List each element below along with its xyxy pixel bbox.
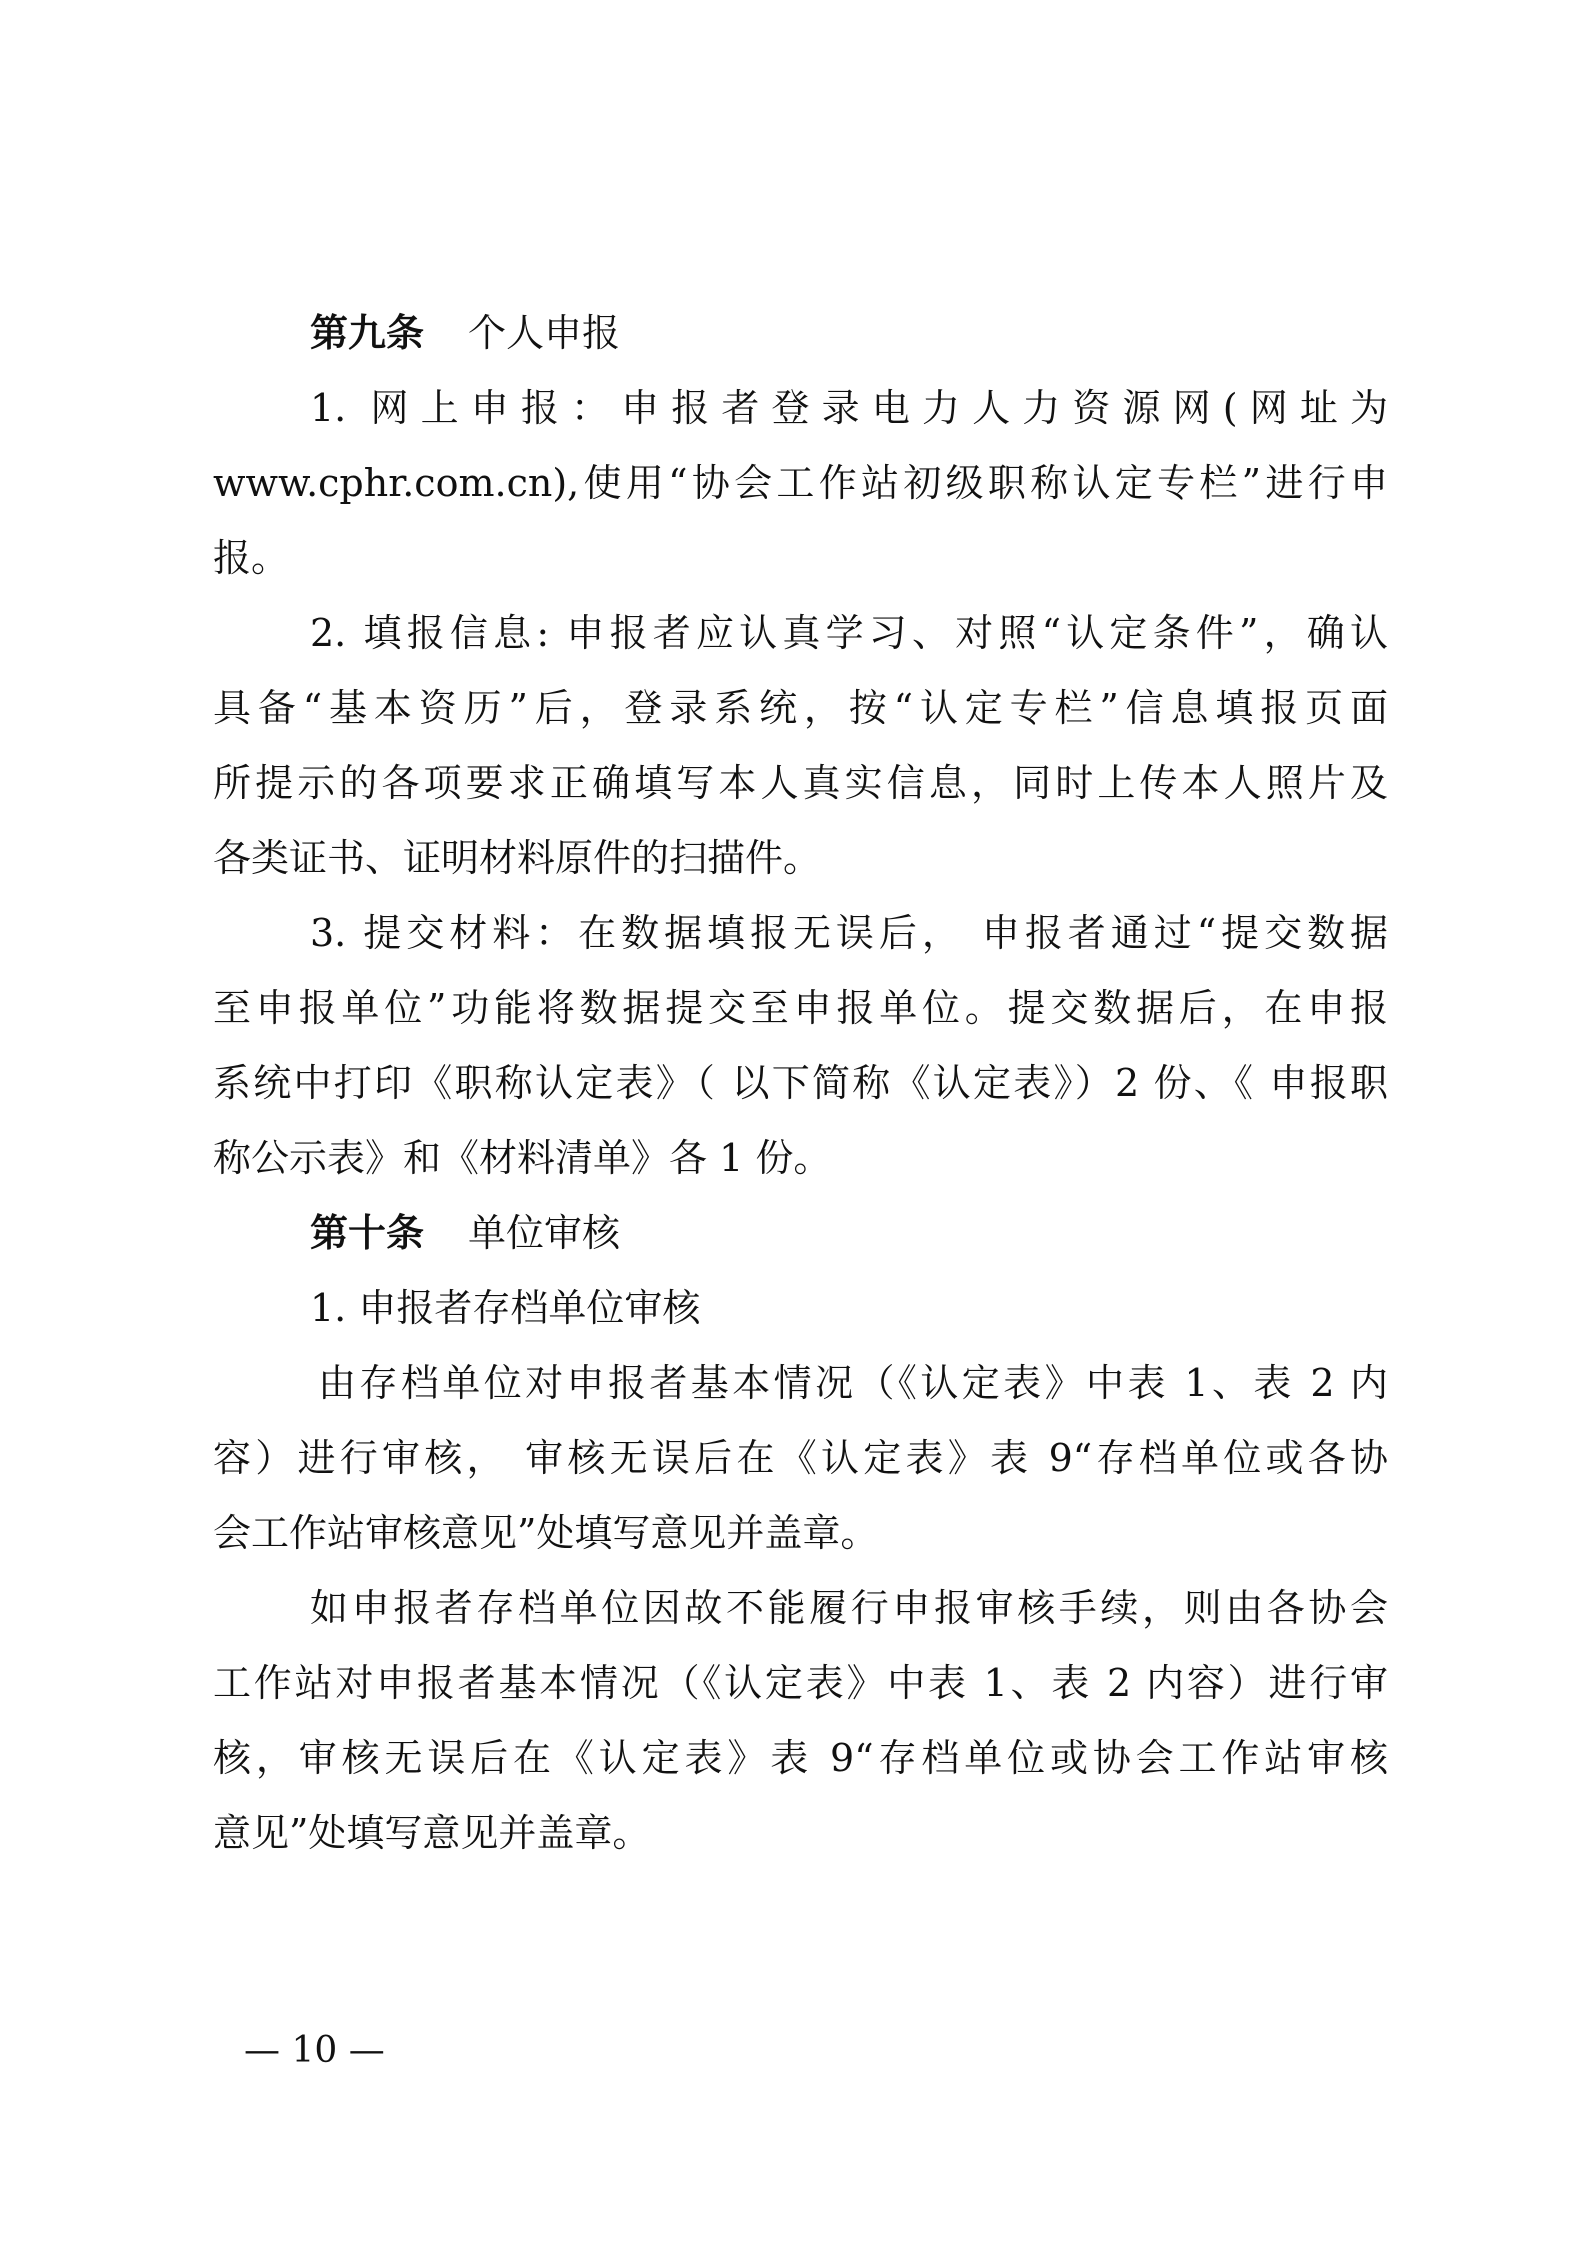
paragraph-line: 各类证书、证明材料原件的扫描件。	[213, 836, 822, 880]
paragraph-line: 容）进行审核， 审核无误后在《认定表》表 9“存档单位或各协	[213, 1436, 1388, 1480]
article-9-label: 第九条	[310, 310, 425, 355]
paragraph-line: 系统中打印《职称认定表》（ 以下简称《认定表》）2 份、《 申报职	[213, 1061, 1388, 1105]
paragraph-line: 至申报单位”功能将数据提交至申报单位。提交数据后，在申报	[213, 986, 1388, 1030]
paragraph-line: 如申报者存档单位因故不能履行申报审核手续，则由各协会	[310, 1586, 1388, 1630]
paragraph-line: 核，审核无误后在《认定表》表 9“存档单位或协会工作站审核	[213, 1736, 1388, 1780]
page-number: — 10 —	[244, 2030, 385, 2071]
paragraph-line: 称公示表》和《材料清单》各 1 份。	[213, 1136, 832, 1180]
article-10-title: 单位审核	[468, 1211, 621, 1255]
article-9-heading	[310, 295, 1388, 371]
article-10-heading	[310, 1195, 1388, 1271]
paragraph-line: 具备“基本资历”后，登录系统，按“认定专栏”信息填报页面	[213, 686, 1388, 730]
paragraph-line: 1. 网上申报：申报者登录电力人力资源网(网址为	[310, 386, 1388, 430]
paragraph-line: 1. 申报者存档单位审核	[310, 1286, 701, 1330]
paragraph-line: 所提示的各项要求正确填写本人真实信息，同时上传本人照片及	[213, 761, 1388, 805]
paragraph-line: 意见”处填写意见并盖章。	[213, 1811, 651, 1855]
paragraph-line: 由存档单位对申报者基本情况（《认定表》中表 1、表 2 内	[318, 1361, 1388, 1405]
paragraph-line: 工作站对申报者基本情况（《认定表》中表 1、表 2 内容）进行审	[213, 1661, 1388, 1705]
paragraph-line: 2. 填报信息: 申报者应认真学习、对照“认定条件”，确认	[310, 611, 1388, 655]
paragraph-line: 报。	[213, 536, 290, 580]
paragraph-line: 3. 提交材料：在数据填报无误后， 申报者通过“提交数据	[310, 911, 1388, 955]
paragraph-line: 会工作站审核意见”处填写意见并盖章。	[213, 1511, 879, 1555]
paragraph-line: www.cphr.com.cn),使用“协会工作站初级职称认定专栏”进行申	[213, 461, 1388, 505]
article-9-title: 个人申报	[468, 311, 621, 355]
article-10-label: 第十条	[310, 1210, 425, 1255]
